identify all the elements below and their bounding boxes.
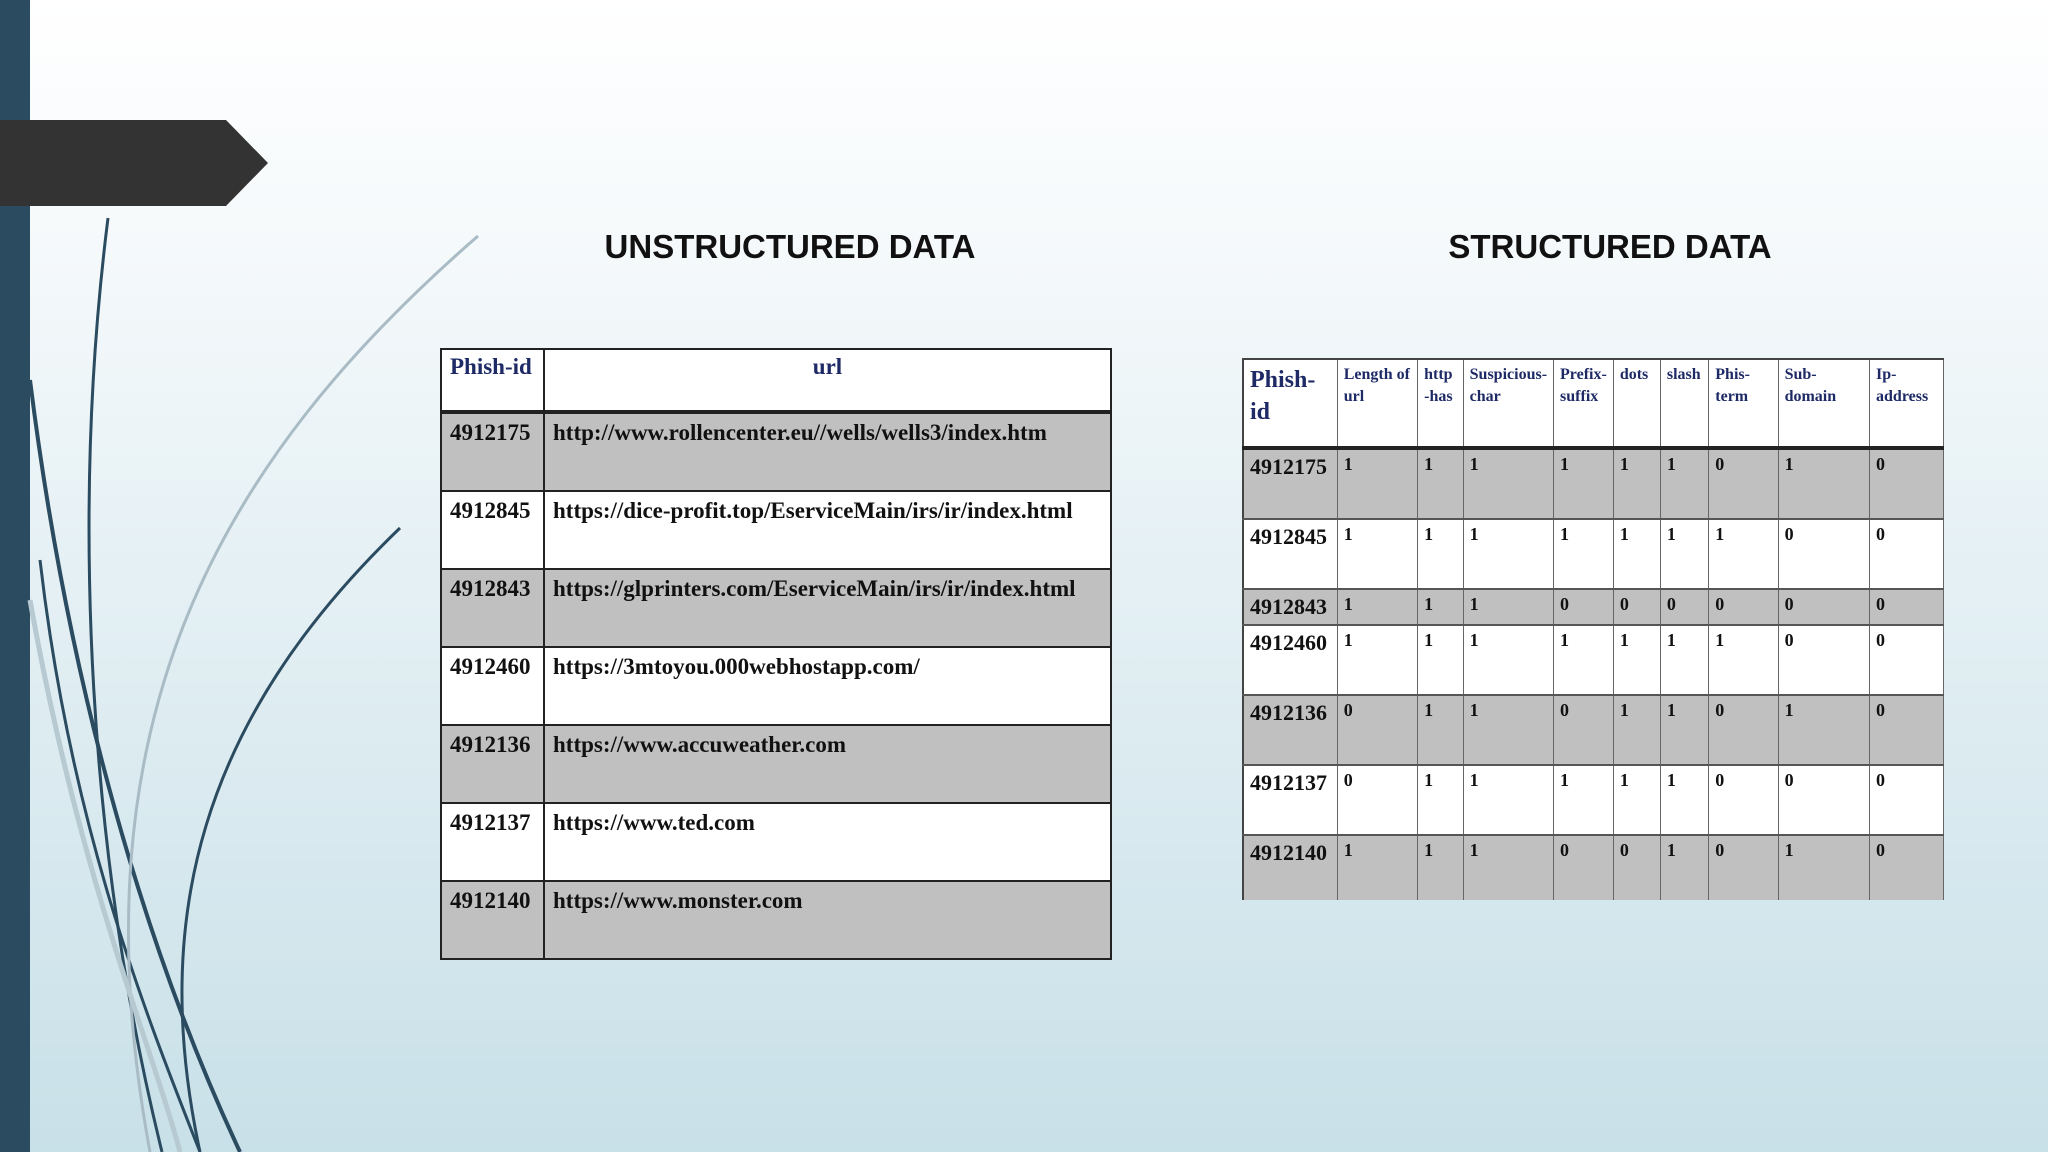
column-header-phis-term: Phis-term — [1709, 359, 1778, 448]
cell-phish-id: 4912136 — [1243, 695, 1337, 765]
cell-phish-id: 4912175 — [441, 412, 544, 491]
cell-value: 1 — [1463, 625, 1553, 695]
column-header-dots: dots — [1613, 359, 1660, 448]
cell-phish-id: 4912137 — [1243, 765, 1337, 835]
column-header-url: url — [544, 349, 1111, 412]
cell-value: 0 — [1870, 625, 1944, 695]
cell-value: 0 — [1778, 519, 1869, 589]
cell-value: 1 — [1554, 519, 1614, 589]
cell-value: 1 — [1463, 519, 1553, 589]
cell-value: 1 — [1337, 625, 1417, 695]
cell-phish-id: 4912137 — [441, 803, 544, 881]
table-row — [441, 725, 1111, 803]
cell-phish-id: 4912843 — [1243, 589, 1337, 625]
cell-value: 1 — [1554, 765, 1614, 835]
table-row — [441, 803, 1111, 881]
cell-value: 1 — [1709, 625, 1778, 695]
cell-url: https://3mtoyou.000webhostapp.com/ — [544, 647, 1111, 725]
cell-value: 0 — [1709, 695, 1778, 765]
table-row — [1243, 625, 1944, 695]
cell-value: 1 — [1660, 695, 1708, 765]
cell-url: https://www.ted.com — [544, 803, 1111, 881]
cell-value: 1 — [1613, 695, 1660, 765]
cell-value: 1 — [1463, 695, 1553, 765]
cell-value: 1 — [1613, 765, 1660, 835]
cell-value: 1 — [1778, 835, 1869, 900]
structured-data-table — [1242, 358, 1944, 900]
column-header-length-of-url: Length of url — [1337, 359, 1417, 448]
column-header-phish-id: Phish-id — [441, 349, 544, 412]
cell-value: 1 — [1418, 765, 1464, 835]
cell-phish-id: 4912140 — [441, 881, 544, 959]
cell-phish-id: 4912140 — [1243, 835, 1337, 900]
cell-value: 1 — [1613, 625, 1660, 695]
cell-value: 0 — [1870, 519, 1944, 589]
table-row — [441, 569, 1111, 647]
cell-value: 0 — [1554, 835, 1614, 900]
cell-value: 0 — [1554, 695, 1614, 765]
table-row — [1243, 448, 1944, 519]
table-row — [1243, 589, 1944, 625]
cell-value: 0 — [1660, 589, 1708, 625]
cell-value: 0 — [1870, 835, 1944, 900]
column-header-suspicious-char: Suspicious-char — [1463, 359, 1553, 448]
cell-value: 0 — [1709, 835, 1778, 900]
cell-value: 1 — [1613, 519, 1660, 589]
cell-value: 0 — [1778, 765, 1869, 835]
table-row — [1243, 835, 1944, 900]
column-header-ip-address: Ip-address — [1870, 359, 1944, 448]
cell-value: 1 — [1613, 448, 1660, 519]
table-row — [441, 412, 1111, 491]
cell-phish-id: 4912845 — [1243, 519, 1337, 589]
cell-phish-id: 4912136 — [441, 725, 544, 803]
cell-phish-id: 4912845 — [441, 491, 544, 569]
cell-value: 1 — [1778, 448, 1869, 519]
cell-phish-id: 4912460 — [441, 647, 544, 725]
cell-value: 0 — [1870, 765, 1944, 835]
cell-value: 0 — [1778, 589, 1869, 625]
cell-phish-id: 4912175 — [1243, 448, 1337, 519]
table-row — [1243, 695, 1944, 765]
cell-value: 1 — [1554, 625, 1614, 695]
column-header-sub-domain: Sub-domain — [1778, 359, 1869, 448]
cell-value: 1 — [1418, 519, 1464, 589]
header-row — [441, 349, 1111, 412]
cell-value: 1 — [1463, 835, 1553, 900]
cell-url: https://dice-profit.top/EserviceMain/irs/ir/index.html — [544, 491, 1111, 569]
cell-value: 0 — [1709, 765, 1778, 835]
column-header-prefix-suffix: Prefix-suffix — [1554, 359, 1614, 448]
header-row — [1243, 359, 1944, 448]
table-row — [1243, 519, 1944, 589]
cell-url: https://www.monster.com — [544, 881, 1111, 959]
cell-url: https://glprinters.com/EserviceMain/irs/ir/index.html — [544, 569, 1111, 647]
cell-value: 1 — [1337, 589, 1417, 625]
cell-value: 0 — [1778, 625, 1869, 695]
cell-value: 1 — [1418, 625, 1464, 695]
cell-value: 1 — [1778, 695, 1869, 765]
cell-value: 1 — [1418, 695, 1464, 765]
title-banner-arrow — [0, 120, 268, 206]
cell-value: 0 — [1337, 765, 1417, 835]
cell-value: 0 — [1870, 695, 1944, 765]
cell-value: 1 — [1660, 448, 1708, 519]
cell-value: 1 — [1418, 589, 1464, 625]
cell-value: 1 — [1660, 765, 1708, 835]
column-header-http-has: http -has — [1418, 359, 1464, 448]
table-row — [441, 491, 1111, 569]
cell-value: 1 — [1463, 448, 1553, 519]
cell-url: https://www.accuweather.com — [544, 725, 1111, 803]
column-header-slash: slash — [1660, 359, 1708, 448]
cell-value: 0 — [1554, 589, 1614, 625]
table-row — [441, 647, 1111, 725]
structured-heading: STRUCTURED DATA — [1448, 228, 1772, 265]
cell-phish-id: 4912843 — [441, 569, 544, 647]
cell-value: 0 — [1709, 589, 1778, 625]
cell-value: 1 — [1418, 448, 1464, 519]
cell-value: 1 — [1418, 835, 1464, 900]
cell-value: 1 — [1660, 519, 1708, 589]
cell-value: 1 — [1337, 835, 1417, 900]
unstructured-data-table — [440, 348, 1112, 960]
cell-value: 0 — [1870, 589, 1944, 625]
cell-value: 0 — [1870, 448, 1944, 519]
cell-value: 1 — [1463, 589, 1553, 625]
cell-url: http://www.rollencenter.eu//wells/wells3/index.htm — [544, 412, 1111, 491]
cell-value: 1 — [1660, 835, 1708, 900]
cell-value: 1 — [1337, 519, 1417, 589]
cell-value: 0 — [1337, 695, 1417, 765]
cell-value: 0 — [1709, 448, 1778, 519]
cell-value: 1 — [1337, 448, 1417, 519]
cell-value: 1 — [1709, 519, 1778, 589]
cell-phish-id: 4912460 — [1243, 625, 1337, 695]
table-row — [1243, 765, 1944, 835]
cell-value: 0 — [1613, 835, 1660, 900]
cell-value: 1 — [1554, 448, 1614, 519]
table-row — [441, 881, 1111, 959]
cell-value: 0 — [1613, 589, 1660, 625]
cell-value: 1 — [1463, 765, 1553, 835]
column-header-phish-id: Phish-id — [1243, 359, 1337, 448]
cell-value: 1 — [1660, 625, 1708, 695]
unstructured-heading: UNSTRUCTURED DATA — [604, 228, 976, 265]
